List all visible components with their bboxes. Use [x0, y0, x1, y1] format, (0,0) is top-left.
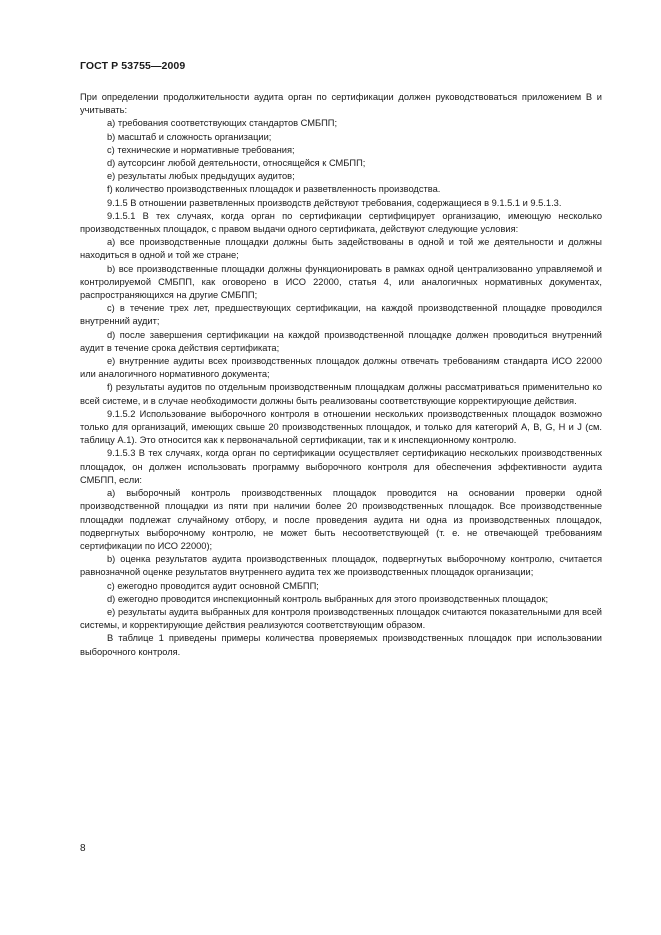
list-item: d) ежегодно проводится инспекционный контроль выбранных для этого производственных площадок;	[107, 593, 549, 604]
list-item: d) аутсорсинг любой деятельности, относящейся к СМБПП;	[107, 158, 366, 169]
clause-9-1-5-2: 9.1.5.2 Использование выборочного контроля в отношении нескольких производственных площадок возможно только для организаций, имеющих свыше 20 производственных площадок, и только для категорий А, В, G, Н и J (см. таблицу А.1). Это относится как к первоначальной сертификации, так и к инспекционному контролю.	[80, 408, 602, 446]
list-item: b) все производственные площадки должны функционировать в рамках одной централизованно управляемой и контролируемой СМБПП, как оговорено в ИСО 22000, статья 4, или аналогичных нормативных документах, распространяющихся на другие СМБПП;	[80, 263, 602, 301]
list-item: c) технические и нормативные требования;	[107, 144, 295, 155]
list-item: e) результаты аудита выбранных для контроля производственных площадок считаются показательными для всей системы, и корректирующие действия реализуются соответствующим образом.	[80, 606, 602, 631]
page-number: 8	[80, 843, 86, 854]
paragraph: При определении продолжительности аудита орган по сертификации должен руководствоваться приложением В и учитывать:	[80, 92, 602, 116]
list-item: b) оценка результатов аудита производственных площадок, подвергнутых выборочному контролю, считается равнозначной оценке результатов внутреннего аудита тех же производственных площадок организации;	[80, 554, 602, 578]
list-item: c) ежегодно проводится аудит основной СМБПП;	[107, 580, 319, 591]
list-item: e) внутренние аудиты всех производственных площадок должны отвечать требованиям стандарта ИСО 22000 или аналогичного нормативного документа;	[80, 356, 602, 380]
list-item: b) масштаб и сложность организации;	[107, 131, 272, 142]
clause-9-1-5-3: 9.1.5.3 В тех случаях, когда орган по сертификации осуществляет сертификацию нескольких производственных площадок, он должен использовать программу выборочного контроля для обеспечения эффективности аудита СМБПП, если:	[80, 448, 602, 485]
list-item: a) выборочный контроль производственных площадок проводится на основании проверки одной производственной площадки из пяти при наличии более 20 производственных площадок. Все производственные площадки подлежат случайному отбору, и после проведения аудита ни одна из производственных площадок, подвергнутых выборочному контролю, не может быть несоответствующей (т. е. не отвечающей требованиям сертификации по ИСО 22000);	[80, 488, 602, 551]
list-item: d) после завершения сертификации на каждой производственной площадке должен проводиться внутренний аудит в течение срока действия сертификата;	[80, 329, 602, 353]
list-item: a) все производственные площадки должны быть задействованы в одной и той же деятельности и должны находиться в одной и той же стране;	[80, 237, 602, 261]
clause-9-1-5-1: 9.1.5.1 В тех случаях, когда орган по сертификации сертифицирует организацию, имеющую несколько производственных площадок, с правом выдачи одного сертификата, действуют следующие условия:	[80, 210, 602, 235]
paragraph: В таблице 1 приведены примеры количества проверяемых производственных площадок при использовании выборочного контроля.	[80, 633, 602, 657]
clause-9-1-5: 9.1.5 В отношении разветвленных производств действуют требования, содержащиеся в 9.1.5.1 и 9.5.1.3.	[107, 197, 562, 208]
list-item: c) в течение трех лет, предшествующих сертификации, на каждой производственной площадке проводился внутренний аудит;	[80, 303, 602, 327]
document-body	[80, 91, 602, 659]
list-item: a) требования соответствующих стандартов СМБПП;	[107, 118, 338, 129]
list-item: e) результаты любых предыдущих аудитов;	[107, 171, 295, 182]
list-item: f) результаты аудитов по отдельным производственным площадкам должны рассматриваться применительно ко всей системе, и в случае необходимости должны быть реализованы соответствующие корректирующие действия.	[80, 382, 602, 406]
list-item: f) количество производственных площадок и разветвленность производства.	[107, 184, 441, 195]
document-header: ГОСТ Р 53755—2009	[80, 60, 186, 72]
